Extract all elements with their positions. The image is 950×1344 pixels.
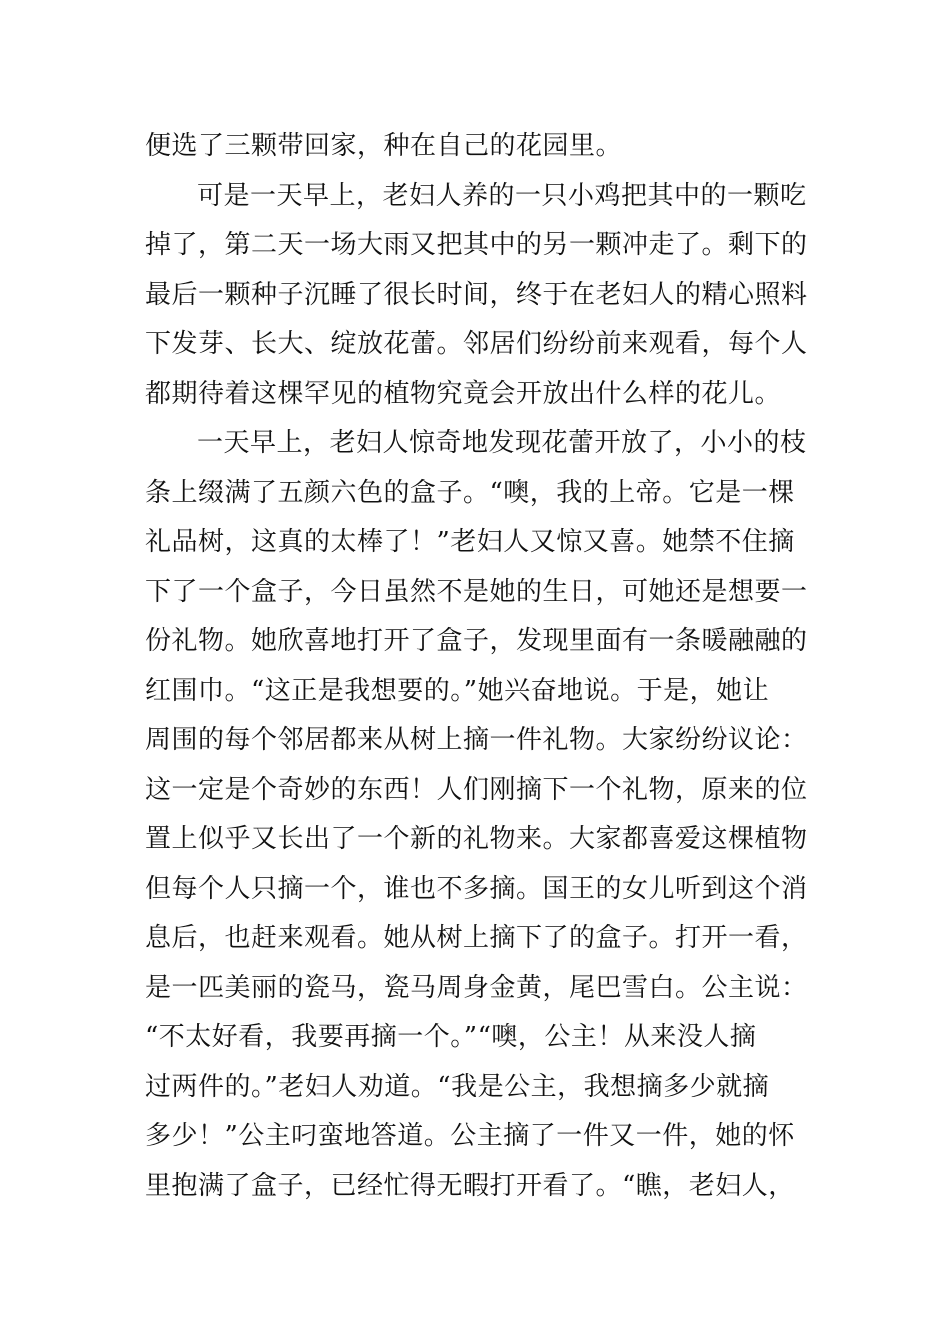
text-line: 下了一个盒子，今日虽然不是她的生日，可她还是想要一 — [145, 576, 808, 607]
text-line: 份礼物。她欣喜地打开了盒子，发现里面有一条暖融融的 — [145, 626, 808, 656]
story-text — [145, 122, 807, 1211]
text-line: 多少！”公主叼蛮地答道。公主摘了一件又一件，她的怀 — [145, 1121, 795, 1151]
text-line: 里抱满了盒子，已经忙得无暇打开看了。“瞧，老妇人， — [145, 1170, 795, 1201]
text-line: 下发芽、长大、绽放花蕾。邻居们纷纷前来观看，每个人 — [145, 329, 808, 359]
text-line: 都期待着这棵罕见的植物究竟会开放出什么样的花儿。 — [145, 378, 782, 409]
text-line: 便选了三颗带回家，种在自己的花园里。 — [145, 131, 623, 161]
text-line: 条上缀满了五颜六色的盒子。“噢，我的上帝。它是一棵 — [145, 477, 795, 508]
paragraph-start-line: 一天早上，老妇人惊奇地发现花蕾开放了，小小的枝 — [197, 428, 807, 458]
text-line: 是一匹美丽的瓷马，瓷马周身金黄，尾巴雪白。公主说： — [145, 972, 808, 1003]
text-line: 礼品树，这真的太棒了！”老妇人又惊又喜。她禁不住摘 — [145, 527, 795, 557]
text-line: 过两件的。”老妇人劝道。“我是公主，我想摘多少就摘 — [145, 1071, 770, 1102]
text-line: 最后一颗种子沉睡了很长时间，终于在老妇人的精心照料 — [145, 279, 808, 310]
text-line: 置上似乎又长出了一个新的礼物来。大家都喜爱这棵植物 — [145, 824, 808, 854]
text-line: 周围的每个邻居都来从树上摘一件礼物。大家纷纷议论： — [145, 725, 808, 755]
text-line: 掉了，第二天一场大雨又把其中的另一颗冲走了。剩下的 — [145, 230, 808, 260]
text-line: 这一定是个奇妙的东西！人们刚摘下一个礼物，原来的位 — [145, 774, 808, 805]
paragraph-start-line: 可是一天早上，老妇人养的一只小鸡把其中的一颗吃 — [197, 180, 807, 211]
text-line: 但每个人只摘一个，谁也不多摘。国王的女儿听到这个消 — [145, 873, 808, 904]
text-line: 息后，也赶来观看。她从树上摘下了的盒子。打开一看， — [145, 923, 808, 953]
text-line: 红围巾。“这正是我想要的。”她兴奋地说。于是，她让 — [145, 675, 770, 706]
text-line: “不太好看，我要再摘一个。”“噢，公主！从来没人摘 — [145, 1022, 757, 1052]
